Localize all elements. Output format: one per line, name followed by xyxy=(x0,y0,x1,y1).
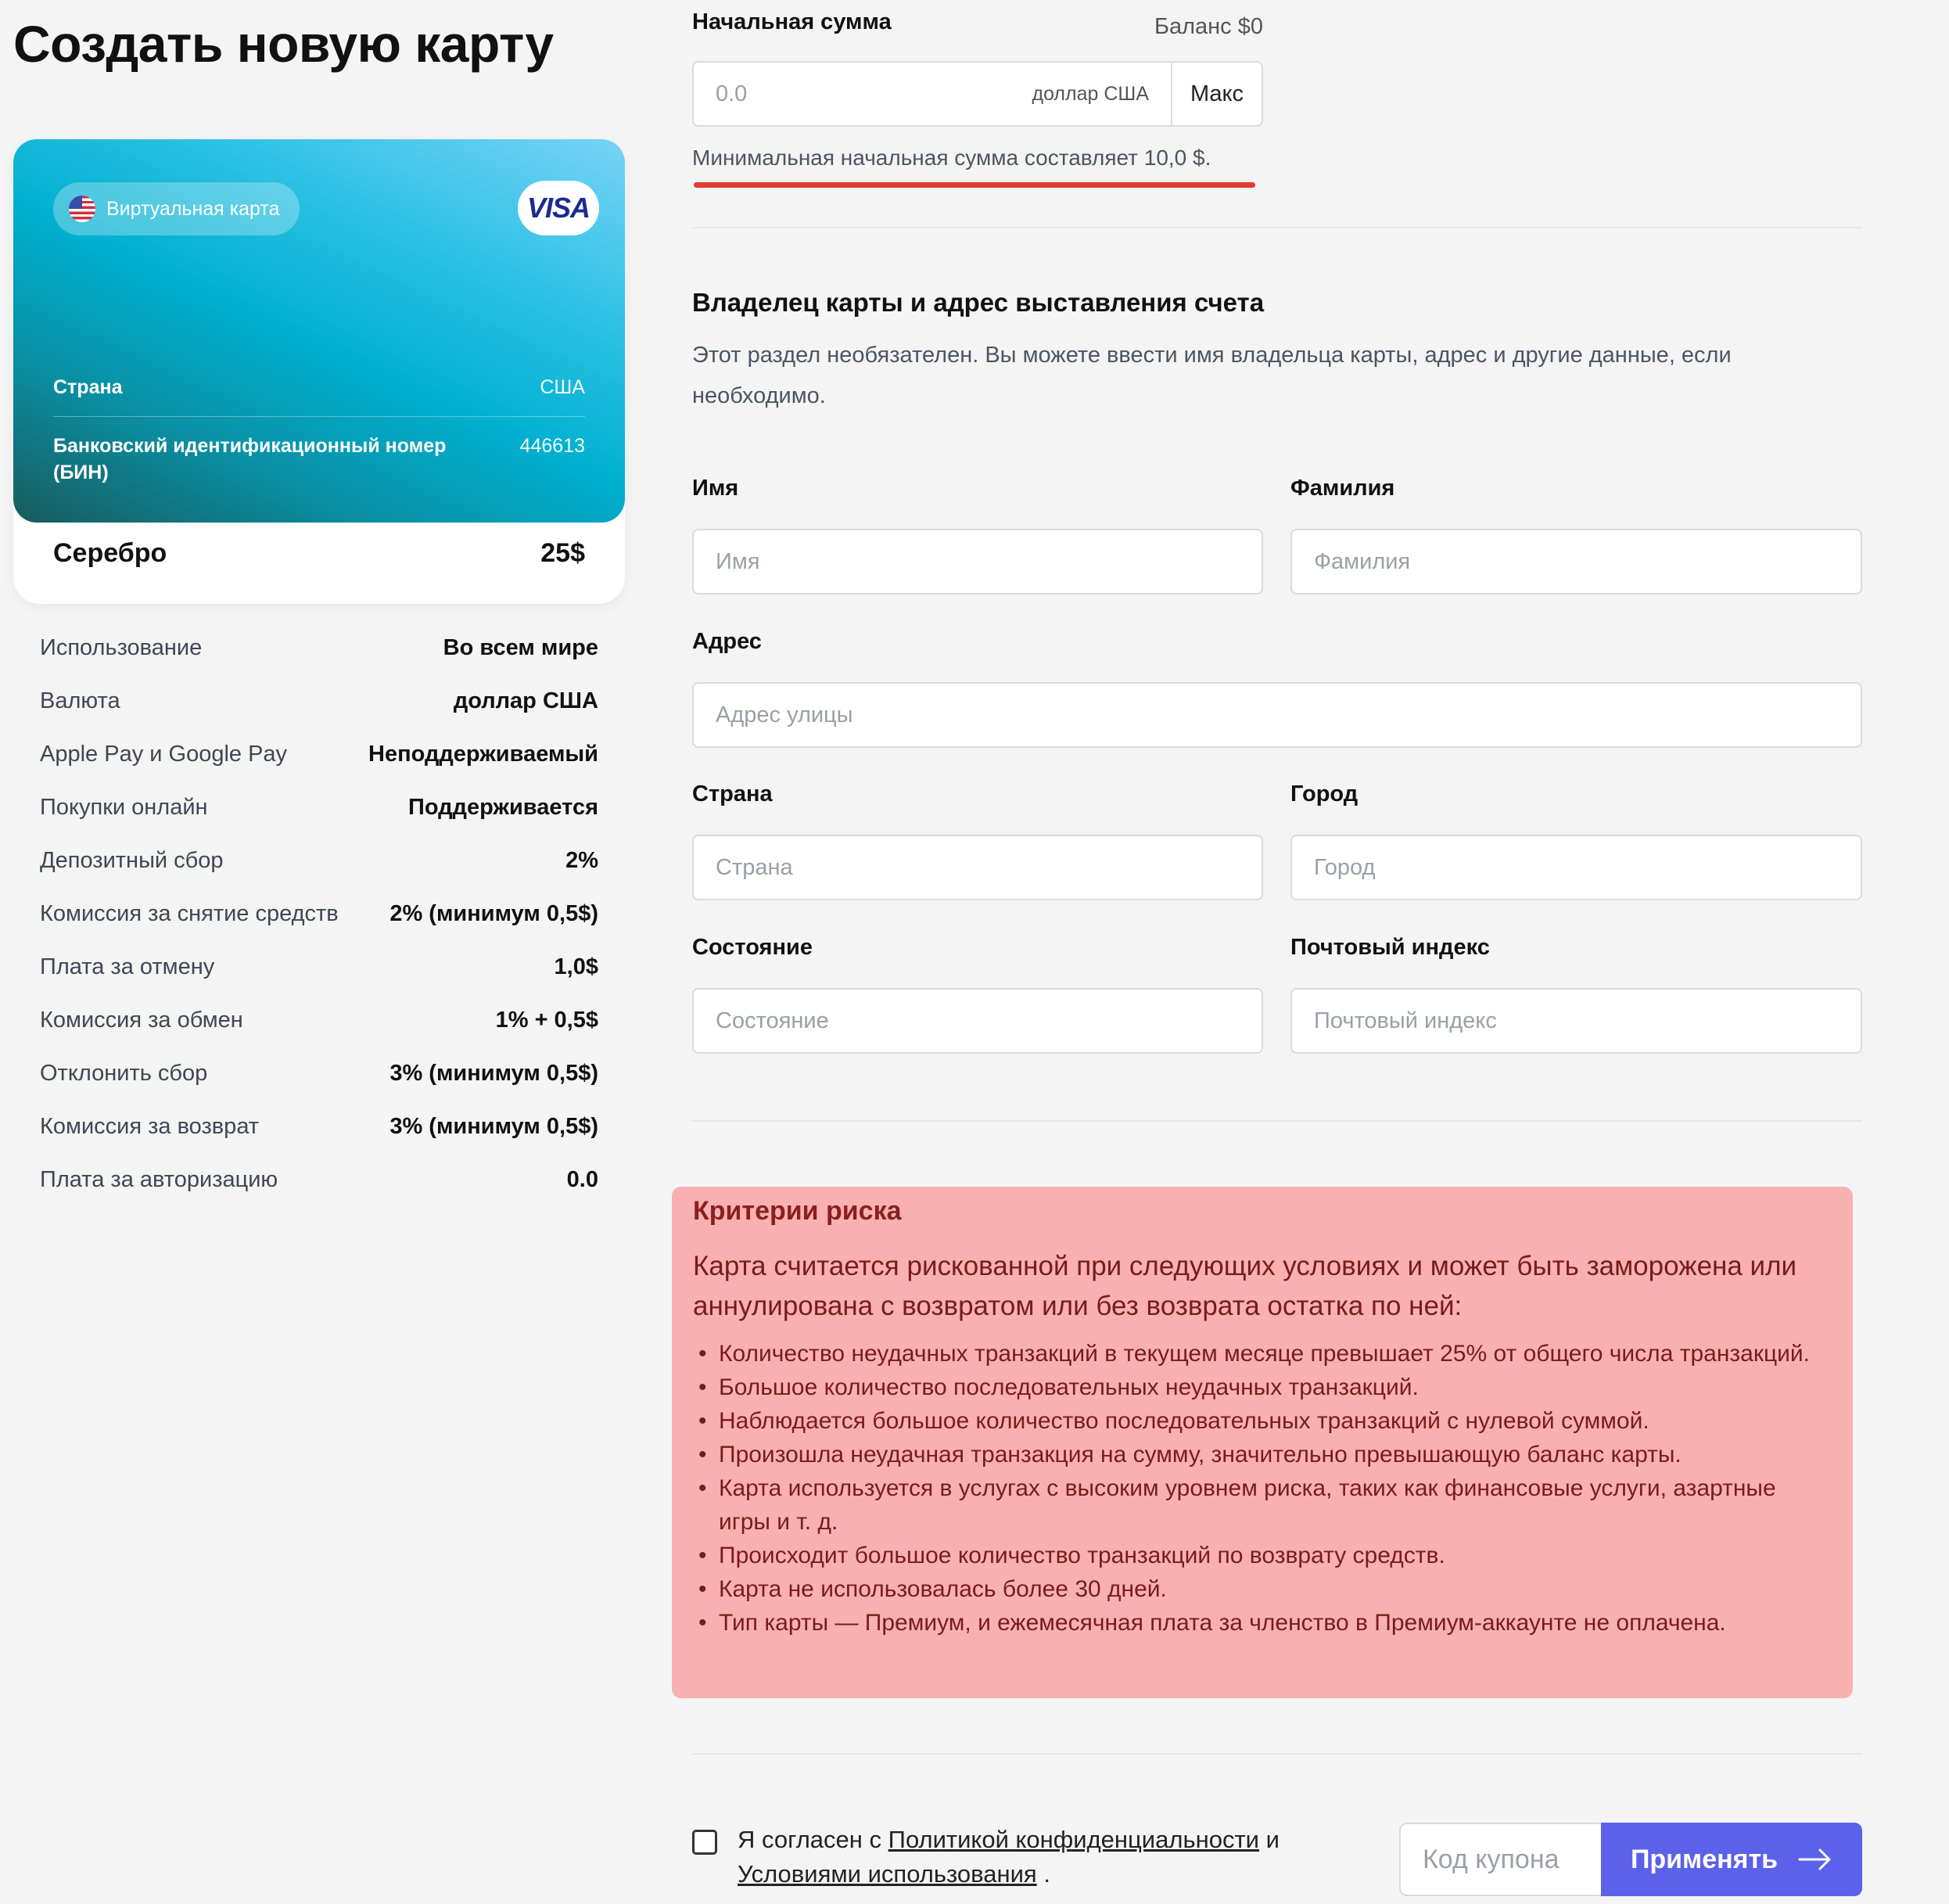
spec-label: Комиссия за возврат xyxy=(40,1114,260,1139)
agree-checkbox[interactable] xyxy=(692,1830,717,1855)
coupon-field xyxy=(1399,1823,1603,1896)
spec-row xyxy=(40,954,598,980)
risk-item: • Тип карты — Премиум, и ежемесячная плата за членство в Премиум-аккаунте не оплачена. xyxy=(698,1606,1825,1640)
agree-prefix: Я согласен с xyxy=(738,1826,882,1853)
spec-label: Комиссия за обмен xyxy=(40,1008,243,1033)
holder-section-description: Этот раздел необязателен. Вы можете ввести имя владельца карты, адрес и другие данные, если необходимо. xyxy=(692,343,1732,408)
highlight-underline xyxy=(694,182,1255,188)
state-input[interactable] xyxy=(694,990,1262,1052)
spec-row xyxy=(40,901,598,927)
risk-intro: Карта считается рискованной при следующих условиях и может быть заморожена или аннулирована с возвратом или без возврата остатка по ней: xyxy=(693,1251,1797,1321)
amount-unit: доллар США xyxy=(1032,82,1149,105)
apply-button[interactable] xyxy=(1601,1823,1862,1896)
virtual-card xyxy=(13,139,625,523)
address-input[interactable] xyxy=(694,684,1861,746)
card-preview xyxy=(13,139,625,604)
apply-button-label: Применять xyxy=(1630,1844,1779,1874)
agree-period: . xyxy=(1043,1860,1050,1888)
last-name-label: Фамилия xyxy=(1290,476,1395,501)
state-field xyxy=(692,988,1263,1054)
agree-text xyxy=(738,1823,1348,1891)
amount-label: Начальная сумма xyxy=(692,9,892,34)
spec-value: 1,0$ xyxy=(554,954,598,979)
amount-input[interactable] xyxy=(694,63,1032,125)
risk-item: • Большое количество последовательных неудачных транзакций. xyxy=(698,1371,1825,1404)
divider xyxy=(692,1120,1862,1122)
first-name-field xyxy=(692,529,1263,595)
spec-label: Использование xyxy=(40,635,203,660)
card-bin-label: Банковский идентификационный номер (БИН) xyxy=(53,435,447,483)
spec-value: Неподдерживаемый xyxy=(368,742,598,767)
zip-field xyxy=(1290,988,1862,1054)
card-divider xyxy=(53,416,585,417)
spec-label: Комиссия за снятие средств xyxy=(40,901,339,926)
spec-row xyxy=(40,742,598,767)
card-country-label: Страна xyxy=(53,376,123,398)
risk-item: • Произошла неудачная транзакция на сумму, значительно превышающую баланс карты. xyxy=(698,1438,1825,1471)
spec-label: Apple Pay и Google Pay xyxy=(40,742,288,767)
city-input[interactable] xyxy=(1292,836,1861,899)
zip-label: Почтовый индекс xyxy=(1290,935,1490,960)
last-name-input[interactable] xyxy=(1292,530,1861,593)
card-bin-value: 446613 xyxy=(519,435,585,457)
address-field xyxy=(692,682,1862,748)
country-input[interactable] xyxy=(694,836,1262,899)
risk-item: • Количество неудачных транзакций в текущем месяце превышает 25% от общего числа транзакций. xyxy=(698,1337,1825,1371)
card-country-value: США xyxy=(540,376,585,398)
spec-label: Покупки онлайн xyxy=(40,795,208,820)
spec-value: Во всем мире xyxy=(443,635,598,660)
spec-label: Отклонить сбор xyxy=(40,1061,208,1086)
agree-and: и xyxy=(1265,1826,1280,1853)
page-title: Создать новую карту xyxy=(13,15,554,73)
card-bin-row xyxy=(53,433,585,486)
spec-row xyxy=(40,635,598,661)
risk-item: • Карта не использовалась более 30 дней. xyxy=(698,1572,1825,1606)
visa-logo: VISA xyxy=(518,181,599,235)
tier-price: 25$ xyxy=(540,538,585,568)
last-name-field xyxy=(1290,529,1862,595)
zip-input[interactable] xyxy=(1292,990,1861,1052)
spec-value: 2% (минимум 0,5$) xyxy=(389,901,598,926)
state-label: Состояние xyxy=(692,935,813,960)
divider xyxy=(692,227,1862,228)
country-label: Страна xyxy=(692,781,773,807)
arrow-right-icon xyxy=(1798,1848,1832,1871)
spec-value: 3% (минимум 0,5$) xyxy=(389,1114,598,1139)
city-label: Город xyxy=(1290,781,1359,807)
risk-item: • Происходит большое количество транзакций по возврату средств. xyxy=(698,1539,1825,1572)
virtual-card-badge xyxy=(53,182,300,235)
spec-value: 0.0 xyxy=(566,1167,598,1192)
city-field xyxy=(1290,835,1862,900)
amount-input-group xyxy=(692,61,1263,127)
first-name-input[interactable] xyxy=(694,530,1262,593)
spec-label: Валюта xyxy=(40,688,120,713)
spec-row xyxy=(40,1061,598,1087)
divider xyxy=(692,1753,1862,1755)
country-field xyxy=(692,835,1263,900)
risk-list xyxy=(698,1337,1825,1640)
spec-value: 3% (минимум 0,5$) xyxy=(389,1061,598,1086)
spec-row xyxy=(40,795,598,821)
spec-label: Плата за авторизацию xyxy=(40,1167,278,1192)
spec-row xyxy=(40,1008,598,1033)
card-country-row xyxy=(53,374,585,401)
spec-row xyxy=(40,1167,598,1193)
privacy-policy-link[interactable]: Политикой конфиденциальности xyxy=(888,1826,1259,1853)
coupon-input[interactable] xyxy=(1401,1824,1601,1895)
max-button[interactable]: Макс xyxy=(1171,63,1262,125)
tier-name: Серебро xyxy=(53,538,167,568)
virtual-card-badge-label: Виртуальная карта xyxy=(106,197,280,220)
risk-criteria-box xyxy=(672,1187,1853,1698)
spec-row xyxy=(40,848,598,874)
spec-value: 1% + 0,5$ xyxy=(495,1008,598,1033)
first-name-label: Имя xyxy=(692,476,739,501)
address-label: Адрес xyxy=(692,629,762,654)
spec-row xyxy=(40,1114,598,1140)
risk-item: • Наблюдается большое количество последовательных транзакций с нулевой суммой. xyxy=(698,1404,1825,1438)
card-tier xyxy=(53,538,585,569)
spec-label: Плата за отмену xyxy=(40,954,215,979)
spec-value: 2% xyxy=(565,848,598,873)
risk-title: Критерии риска xyxy=(693,1196,902,1226)
spec-value: доллар США xyxy=(453,688,598,713)
terms-of-use-link[interactable]: Условиями использования xyxy=(738,1860,1037,1888)
spec-value: Поддерживается xyxy=(407,795,598,820)
us-flag-icon xyxy=(69,196,95,222)
holder-section-title: Владелец карты и адрес выставления счета xyxy=(692,288,1265,317)
risk-item: • Карта используется в услугах с высоким уровнем риска, таких как финансовые услуги, азартные игры и т. д. xyxy=(698,1471,1825,1539)
min-amount-note: Минимальная начальная сумма составляет 10,0 $. xyxy=(692,145,1211,170)
balance-text: Баланс $0 xyxy=(1154,14,1263,39)
spec-row xyxy=(40,688,598,714)
spec-label: Депозитный сбор xyxy=(40,848,224,873)
